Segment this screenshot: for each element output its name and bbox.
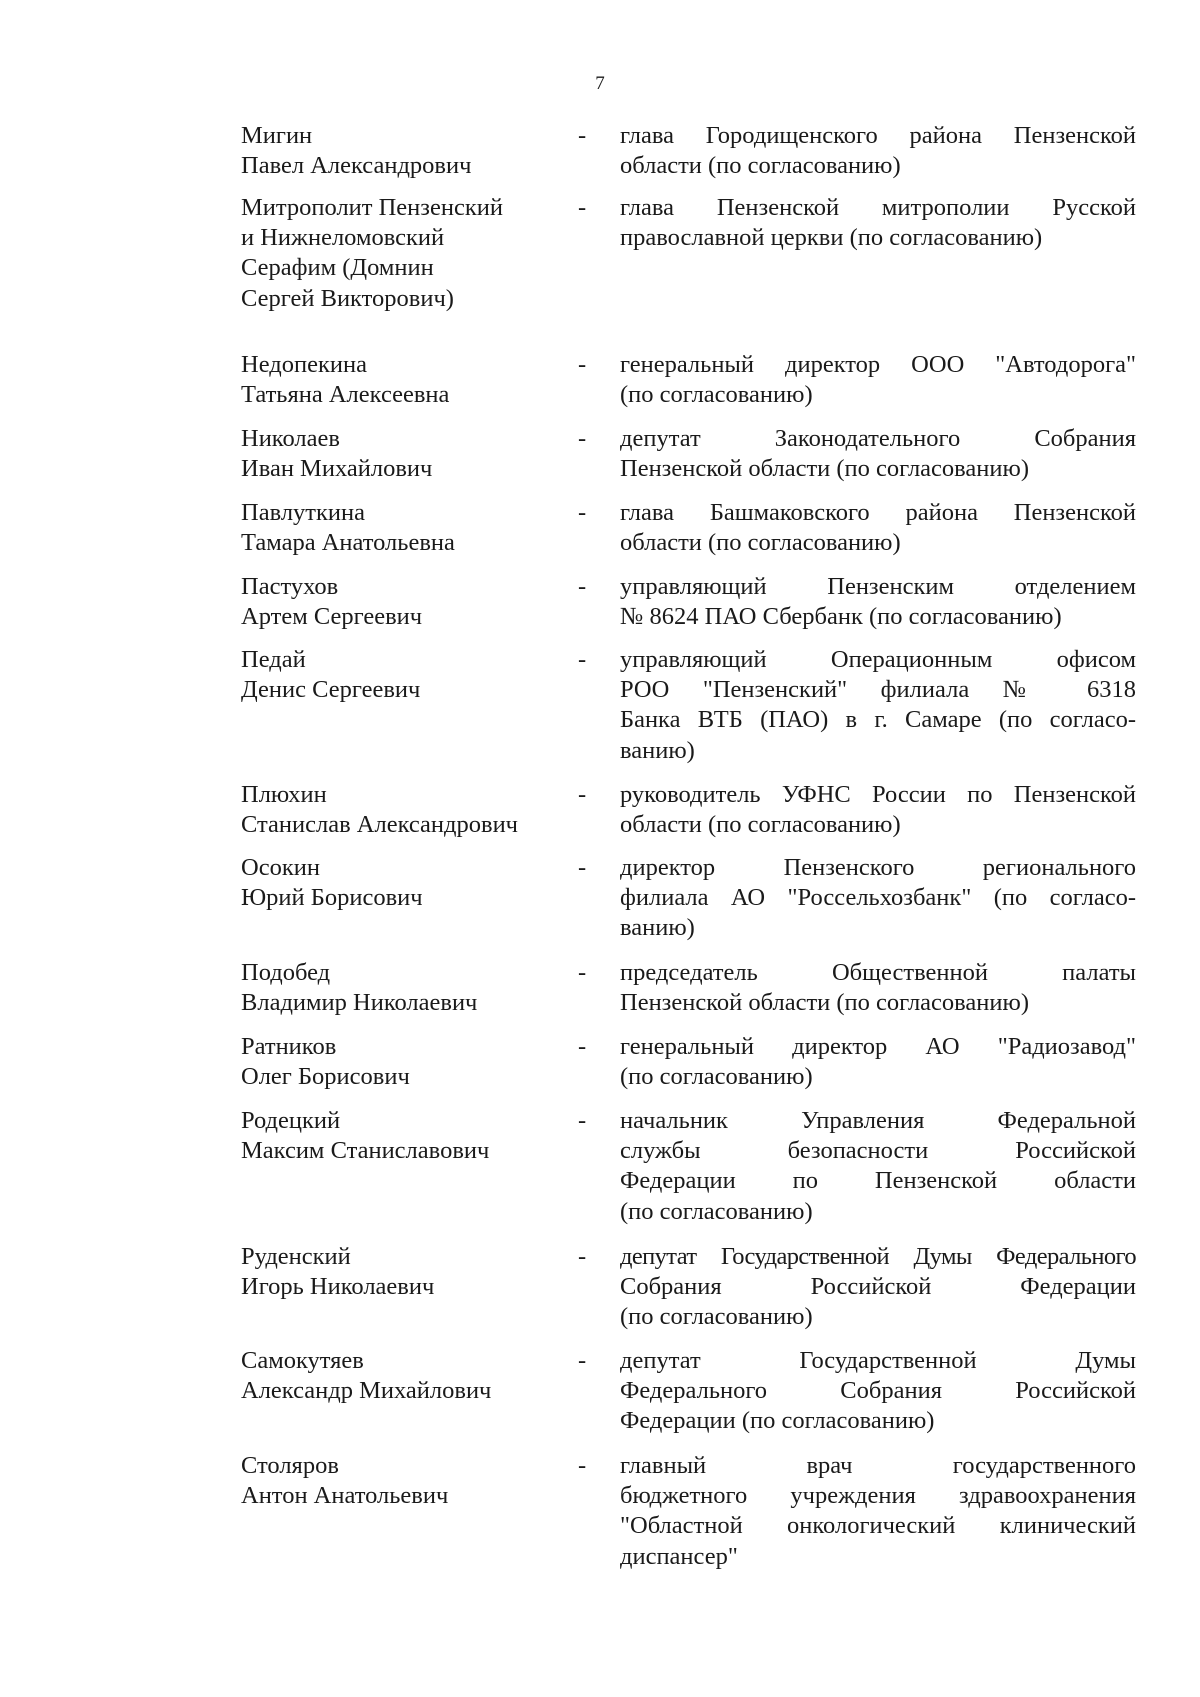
member-position: [620, 1346, 1136, 1437]
member-name-line: Юрий Борисович: [241, 884, 423, 912]
member-surname: Плюхин: [241, 781, 327, 808]
member-name-line: и Нижнеломовский: [241, 224, 445, 252]
position-line: "Областной онкологический клинический: [620, 1512, 1136, 1540]
member-position: [620, 424, 1136, 484]
position-line: Федерации по Пензенской области: [620, 1167, 1136, 1195]
position-line: директор Пензенского регионального: [620, 854, 1136, 881]
position-line: православной церкви (по согласованию): [620, 224, 1043, 252]
member-name: [241, 1032, 571, 1092]
member-surname: Мигин: [241, 122, 313, 149]
member-name-line: Станислав Александрович: [241, 811, 519, 839]
member-name-line: Владимир Николаевич: [241, 989, 478, 1017]
member-name-line: Антон Анатольевич: [241, 1482, 449, 1510]
member-surname: Столяров: [241, 1452, 339, 1479]
separator-dash: -: [578, 1033, 587, 1060]
position-line: бюджетного учреждения здравоохранения: [620, 1482, 1136, 1510]
member-name-line: Сергей Викторович): [241, 284, 454, 312]
position-line: Федерации (по согласованию): [620, 1407, 935, 1435]
position-line: генеральный директор ООО "Автодорога": [620, 351, 1136, 378]
position-line: председатель Общественной палаты: [620, 959, 1136, 986]
member-position: [620, 193, 1136, 253]
position-line: филиала АО "Россельхозбанк" (по согласо-: [620, 884, 1136, 912]
member-name-line: Серафим (Домнин: [241, 254, 434, 282]
position-line: № 8624 ПАО Сбербанк (по согласованию): [620, 603, 1062, 631]
separator-dash: -: [578, 1243, 587, 1270]
member-surname: Педай: [241, 646, 306, 673]
member-name: [241, 1106, 571, 1166]
position-line: главный врач государственного: [620, 1452, 1136, 1479]
member-name: [241, 424, 571, 484]
member-name: [241, 958, 571, 1018]
separator-dash: -: [578, 781, 587, 808]
member-name-line: Артем Сергеевич: [241, 603, 423, 631]
member-name-line: Александр Михайлович: [241, 1377, 492, 1405]
position-line: Пензенской области (по согласованию): [620, 455, 1029, 483]
member-surname: Митрополит Пензенский: [241, 194, 503, 221]
separator-dash: -: [578, 194, 587, 221]
separator-dash: -: [578, 1107, 587, 1134]
separator-dash: -: [578, 425, 587, 452]
separator-dash: -: [578, 1347, 587, 1374]
position-line: генеральный директор АО "Радиозавод": [620, 1033, 1136, 1060]
member-name: [241, 853, 571, 913]
member-position: [620, 958, 1136, 1018]
member-name: [241, 121, 571, 181]
separator-dash: -: [578, 573, 587, 600]
member-surname: Осокин: [241, 854, 320, 881]
position-line: начальник Управления Федеральной: [620, 1107, 1136, 1134]
member-name: [241, 780, 571, 840]
member-name-line: Олег Борисович: [241, 1063, 410, 1091]
position-line: руководитель УФНС России по Пензенской: [620, 781, 1136, 808]
member-surname: Родецкий: [241, 1107, 341, 1134]
member-name-line: Иван Михайлович: [241, 455, 433, 483]
member-position: [620, 1106, 1136, 1227]
separator-dash: -: [578, 351, 587, 378]
member-name: [241, 645, 571, 705]
member-name: [241, 1346, 571, 1406]
member-position: [620, 1032, 1136, 1092]
member-name: [241, 350, 571, 410]
position-line: управляющий Операционным офисом: [620, 646, 1136, 673]
position-line: Собрания Российской Федерации: [620, 1273, 1136, 1301]
member-name: [241, 572, 571, 632]
position-line: ванию): [620, 736, 695, 764]
member-position: [620, 1451, 1136, 1572]
member-name: [241, 498, 571, 558]
position-line: депутат Законодательного Собрания: [620, 425, 1136, 452]
separator-dash: -: [578, 854, 587, 881]
member-surname: Пастухов: [241, 573, 339, 600]
member-name: [241, 1242, 571, 1302]
member-surname: Самокутяев: [241, 1347, 364, 1374]
member-position: [620, 853, 1136, 944]
member-surname: Николаев: [241, 425, 340, 452]
position-line: области (по согласованию): [620, 529, 901, 557]
position-line: области (по согласованию): [620, 152, 901, 180]
position-line: (по согласованию): [620, 381, 813, 409]
position-line: (по согласованию): [620, 1063, 813, 1091]
position-line: диспансер": [620, 1542, 738, 1570]
member-position: [620, 572, 1136, 632]
position-line: Федерального Собрания Российской: [620, 1377, 1136, 1405]
separator-dash: -: [578, 122, 587, 149]
member-name: [241, 193, 571, 314]
position-line: глава Городищенского района Пензенской: [620, 122, 1136, 149]
member-name: [241, 1451, 571, 1511]
member-surname: Ратников: [241, 1033, 337, 1060]
member-name-line: Денис Сергеевич: [241, 676, 421, 704]
page-number: 7: [595, 73, 605, 94]
position-line: (по согласованию): [620, 1197, 813, 1225]
member-name-line: Тамара Анатольевна: [241, 529, 455, 557]
member-surname: Павлуткина: [241, 499, 365, 526]
position-line: глава Пензенской митрополии Русской: [620, 194, 1136, 221]
position-line: управляющий Пензенским отделением: [620, 573, 1136, 600]
member-position: [620, 121, 1136, 181]
member-position: [620, 780, 1136, 840]
member-name-line: Татьяна Алексеевна: [241, 381, 450, 409]
member-position: [620, 350, 1136, 410]
position-line: области (по согласованию): [620, 811, 901, 839]
position-line: РОО "Пензенский" филиала № 6318: [620, 676, 1136, 704]
position-line: Пензенской области (по согласованию): [620, 989, 1029, 1017]
member-name-line: Игорь Николаевич: [241, 1273, 435, 1301]
position-line: службы безопасности Российской: [620, 1137, 1136, 1165]
member-surname: Недопекина: [241, 351, 367, 378]
member-name-line: Максим Станиславович: [241, 1137, 490, 1165]
position-line: депутат Государственной Думы Федерального: [620, 1243, 1136, 1270]
separator-dash: -: [578, 959, 587, 986]
position-line: Банка ВТБ (ПАО) в г. Самаре (по согласо-: [620, 706, 1136, 734]
separator-dash: -: [578, 1452, 587, 1479]
member-position: [620, 1242, 1136, 1333]
separator-dash: -: [578, 499, 587, 526]
position-line: глава Башмаковского района Пензенской: [620, 499, 1136, 526]
position-line: (по согласованию): [620, 1303, 813, 1331]
position-line: депутат Государственной Думы: [620, 1347, 1136, 1374]
position-line: ванию): [620, 914, 695, 942]
member-name-line: Павел Александрович: [241, 152, 472, 180]
member-position: [620, 498, 1136, 558]
separator-dash: -: [578, 646, 587, 673]
member-surname: Подобед: [241, 959, 331, 986]
member-position: [620, 645, 1136, 766]
member-surname: Руденский: [241, 1243, 351, 1270]
